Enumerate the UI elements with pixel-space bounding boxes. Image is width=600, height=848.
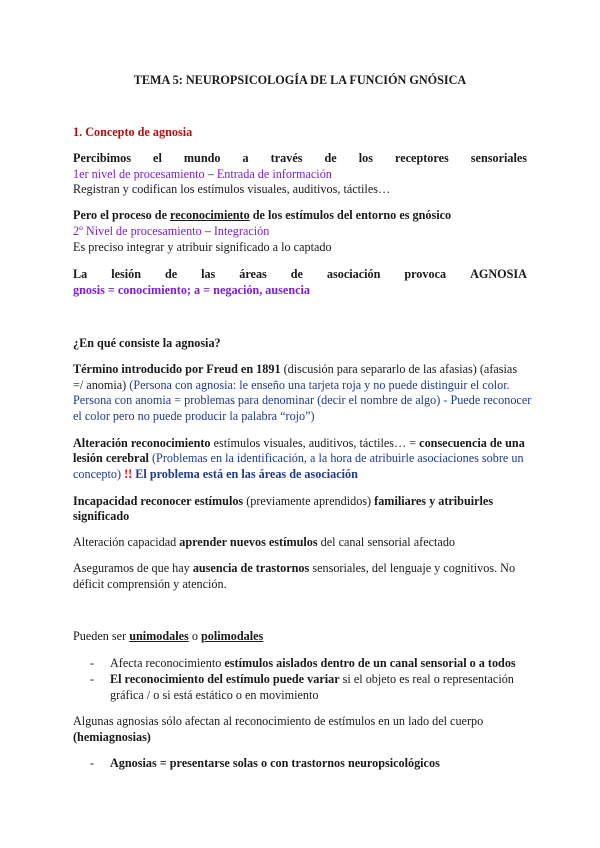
bold-term: ausencia de trastornos [192, 561, 310, 575]
example-text: (Persona con agnosia: le enseño una tarjeta roja y no puede distinguir el color. [129, 378, 510, 392]
bullet-dash: - [90, 656, 95, 670]
bullet-item-variar [110, 672, 527, 687]
level-label: 2º Nivel de procesamiento [73, 224, 202, 238]
paragraph-percibimos-line3: Registran y codifican los estímulos visuales, auditivos, táctiles… [73, 182, 391, 196]
paragraph-hemiagnosias-line2: (hemiagnosias) [73, 730, 151, 744]
paragraph-reconocimiento-line2 [73, 224, 527, 239]
text: Afecta reconocimiento [110, 656, 225, 670]
paragraph-percibimos-line1 [73, 151, 527, 166]
underlined-term: reconocimiento [170, 208, 250, 222]
level-description: Entrada de información [216, 167, 332, 181]
word: el [153, 151, 162, 165]
bold-term: Incapacidad reconocer estímulos [73, 494, 244, 508]
paragraph-incapacidad-line2: significado [73, 509, 130, 523]
paragraph-lesion-line1 [73, 267, 527, 282]
paragraph-alteracion-line3 [73, 467, 527, 482]
word: AGNOSIA [470, 267, 527, 281]
text: o [188, 629, 201, 643]
gnosis-definition: gnosis = conocimiento; a = negación, ausencia [73, 283, 310, 297]
text: si el objeto es real o representación [339, 672, 514, 686]
word: áreas [239, 267, 267, 281]
word: Percibimos [73, 151, 131, 165]
section-heading-concepto: 1. Concepto de agnosia [73, 125, 193, 139]
word: los [358, 151, 373, 165]
word: mundo [183, 151, 221, 165]
term-polimodales: polimodales [200, 629, 264, 643]
word: asociación [326, 267, 381, 281]
paragraph-aprender [73, 535, 527, 550]
text: del canal sensorial afectado [317, 535, 456, 549]
word: La [73, 267, 88, 281]
paragraph-reconocimiento-line1 [73, 208, 527, 223]
separator: – [204, 167, 217, 181]
bullet-item-variar-line2: gráfica / o si está estático o en movimiento [110, 688, 319, 702]
bold-term: familiares y atribuirles [374, 494, 494, 508]
bullet-item-afecta [110, 656, 527, 671]
text: estímulos visuales, auditivos, táctiles… = [210, 436, 420, 450]
bullet-dash: - [90, 672, 95, 686]
text: (discusión para separarlo de las afasias) (afasias [280, 362, 518, 376]
text: Alteración capacidad [73, 535, 180, 549]
term-unimodales: unimodales [129, 629, 189, 643]
section-heading-en-que-consiste: ¿En qué consiste la agnosia? [73, 336, 221, 350]
word: lesión [111, 267, 141, 281]
paragraph-incapacidad-line1 [73, 494, 527, 509]
paragraph-aseguramos-line2: déficit comprensión y atención. [73, 577, 227, 591]
word: receptores [395, 151, 449, 165]
word: sensoriales [470, 151, 527, 165]
text: Aseguramos de que hay [73, 561, 193, 575]
text: Pero el proceso de [73, 208, 171, 222]
word: provoca [404, 267, 447, 281]
bold-term: aprender nuevos estímulos [179, 535, 318, 549]
bold-term: Término introducido por Freud en 1891 [73, 362, 281, 376]
explanation-text: concepto) [73, 467, 125, 481]
level-description: Integración [213, 224, 270, 238]
bold-term: estímulos aislados dentro de un canal sensorial o a todos [224, 656, 516, 670]
level-label: 1er nivel de procesamiento [73, 167, 205, 181]
paragraph-alteracion-line1 [73, 436, 527, 451]
word: las [201, 267, 216, 281]
bold-term: Alteración reconocimiento [73, 436, 211, 450]
paragraph-freud-line1 [73, 362, 527, 377]
text: sensoriales, del lenguaje y cognitivos. No [309, 561, 516, 575]
word: de [324, 151, 337, 165]
word: de [164, 267, 178, 281]
text: Pueden ser [73, 629, 130, 643]
paragraph-alteracion-line2 [73, 451, 527, 466]
explanation-text: (Problemas en la identificación, a la hora de atribuirle asociaciones sobre un [148, 451, 524, 465]
bullet-dash: - [90, 756, 95, 770]
bullet-item-agnosias: Agnosias = presentarse solas o con trastornos neuropsicológicos [110, 756, 440, 770]
text: (previamente aprendidos) [243, 494, 375, 508]
text: =/ anomia) [73, 378, 130, 392]
paragraph-aseguramos-line1 [73, 561, 527, 576]
text: de los estímulos del entorno es gnósico [249, 208, 452, 222]
key-point: El problema está en las áreas de asociación [132, 467, 358, 481]
word: de [290, 267, 303, 281]
word: través [270, 151, 303, 165]
page-title: TEMA 5: NEUROPSICOLOGÍA DE LA FUNCIÓN GNÓSICA [133, 73, 467, 87]
word: a [242, 151, 249, 165]
paragraph-freud-line3: Persona con anomia = problemas para denominar (decir el nombre de algo) - Puede reconocer [73, 393, 532, 407]
paragraph-percibimos-line2 [73, 167, 527, 182]
paragraph-reconocimiento-line3: Es preciso integrar y atribuir significado a lo captado [73, 240, 332, 254]
paragraph-freud-line4: el color pero no puede producir la palabra “rojo”) [73, 409, 315, 423]
paragraph-freud-line2 [73, 378, 527, 393]
separator: – [201, 224, 214, 238]
bold-term: consecuencia de una [419, 436, 525, 450]
bold-term: lesión cerebral [73, 451, 149, 465]
paragraph-modalidades [73, 629, 527, 644]
paragraph-hemiagnosias-line1: Algunas agnosias sólo afectan al reconocimiento de estímulos en un lado del cuerpo [73, 714, 484, 728]
exclamation-marks: !! [124, 467, 133, 481]
bold-term: El reconocimiento del estímulo puede variar [110, 672, 340, 686]
